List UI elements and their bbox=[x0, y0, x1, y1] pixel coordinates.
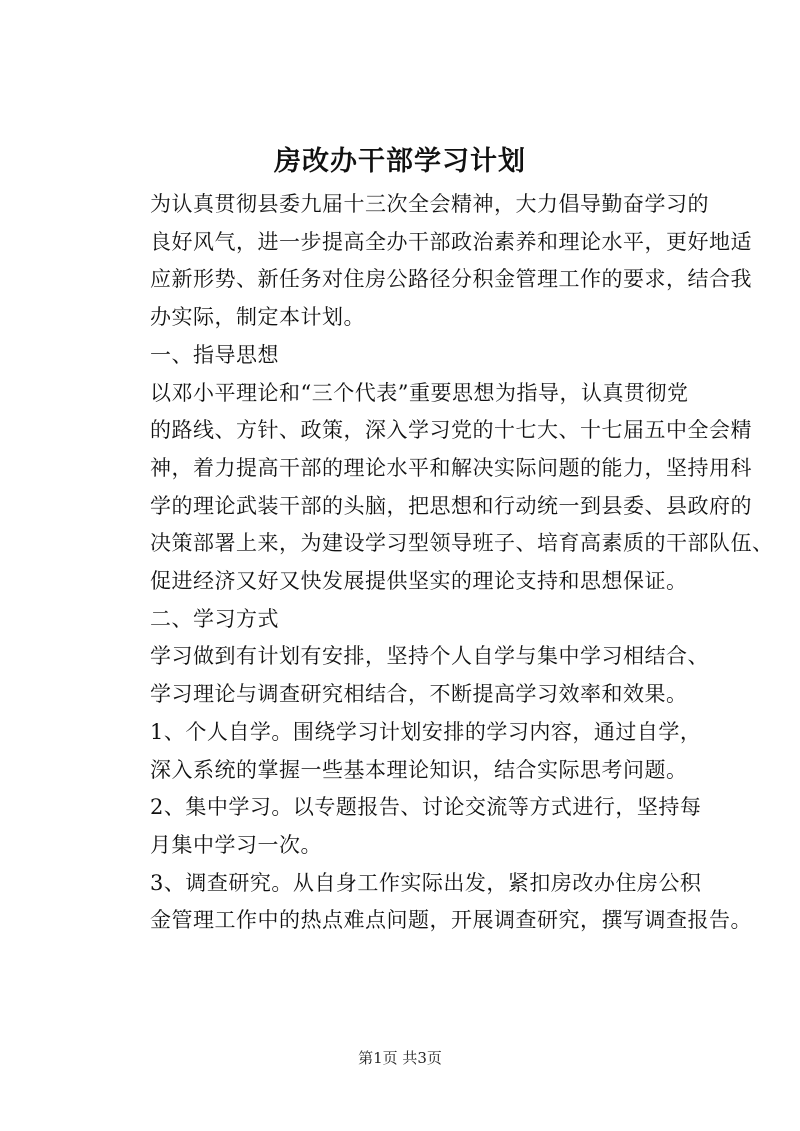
section-heading-guiding-thought bbox=[108, 337, 704, 375]
text-line: 促进经济又好又快发展提供坚实的理论支持和思想保证。 bbox=[150, 569, 688, 594]
text-line: 月集中学习一次。 bbox=[150, 832, 322, 857]
document-body bbox=[108, 186, 774, 940]
text-line: 学习做到有计划有安排，坚持个人自学与集中学习相结合、 bbox=[150, 644, 709, 669]
text-line: 金管理工作中的热点难点问题，开展调查研究，撰写调查报告。 bbox=[150, 908, 752, 933]
text-line: 1、个人自学。围绕学习计划安排的学习内容，通过自学， bbox=[150, 719, 702, 744]
text-line: 3、调查研究。从自身工作实际出发，紧扣房改办住房公积 bbox=[150, 870, 702, 895]
text-line: 应新形势、新任务对住房公路径分积金管理工作的要求，结合我 bbox=[150, 267, 752, 292]
section-heading-text: 二、学习方式 bbox=[150, 606, 279, 631]
text-line: 2、集中学习。以专题报告、讨论交流等方式进行，坚持每 bbox=[150, 795, 702, 820]
paragraph-group-study bbox=[108, 789, 704, 864]
section-heading-text: 一、指导思想 bbox=[150, 342, 279, 367]
text-line: 以邓小平理论和“三个代表”重要思想为指导，认真贯彻党 bbox=[150, 380, 689, 405]
section-heading-study-method bbox=[108, 601, 704, 639]
text-line: 的路线、方针、政策，深入学习党的十七大、十七届五中全会精 bbox=[150, 418, 752, 443]
text-line: 学的理论武装干部的头脑，把思想和行动统一到县委、县政府的 bbox=[150, 493, 752, 518]
paragraph-guiding-thought bbox=[108, 375, 774, 601]
paragraph-study-method bbox=[108, 638, 709, 713]
document-title: 房改办干部学习计划 bbox=[274, 146, 526, 177]
text-line: 学习理论与调查研究相结合，不断提高学习效率和效果。 bbox=[150, 682, 688, 707]
page-number-footer: 第1页 共3页 bbox=[358, 1049, 442, 1067]
text-line: 神，着力提高干部的理论水平和解决实际问题的能力，坚持用科 bbox=[150, 455, 752, 480]
text-line: 决策部署上来，为建设学习型领导班子、培育高素质的干部队伍、 bbox=[150, 531, 774, 556]
paragraph-intro bbox=[108, 186, 752, 337]
text-line: 为认真贯彻县委九届十三次全会精神，大力倡导勤奋学习的 bbox=[150, 192, 709, 216]
text-line: 办实际，制定本计划。 bbox=[150, 305, 365, 330]
paragraph-research bbox=[108, 865, 752, 940]
text-line: 深入系统的掌握一些基本理论知识，结合实际思考问题。 bbox=[150, 757, 688, 782]
paragraph-self-study bbox=[108, 714, 704, 789]
text-line: 良好风气，进一步提高全办干部政治素养和理论水平，更好地适 bbox=[150, 229, 752, 254]
